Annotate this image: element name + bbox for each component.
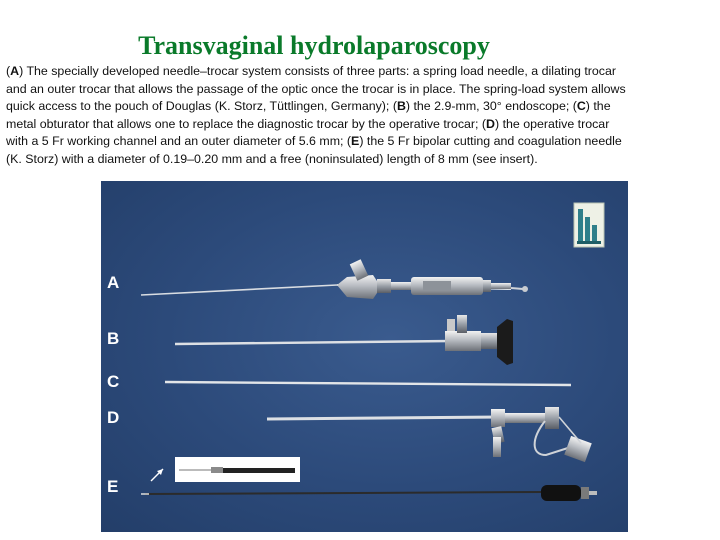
caption-line	[6, 133, 718, 151]
caption-text: metal obturator that allows one to replace the diagnostic trocar by the operative trocar; (	[6, 116, 487, 131]
figure-caption	[6, 63, 718, 169]
caption-text: ) the 5 Fr bipolar cutting and coagulation needle	[359, 134, 622, 149]
instrument-b-endoscope	[175, 315, 513, 365]
caption-line	[6, 116, 718, 134]
publisher-logo	[574, 203, 604, 247]
label-e: E	[107, 477, 119, 496]
instrument-a-needle-trocar	[141, 259, 528, 299]
insert-detail	[151, 457, 300, 482]
label-c: C	[107, 372, 120, 391]
label-b: B	[107, 329, 120, 348]
caption-text: with a 5 Fr working channel and an outer diameter of 5.6 mm; (	[6, 134, 352, 149]
instrument-d-operative-trocar	[267, 407, 592, 462]
caption-part-label: C	[576, 99, 586, 114]
caption-part-label: B	[396, 99, 406, 114]
caption-line	[6, 63, 718, 81]
caption-text: quick access to the pouch of Douglas (K. Storz, Tüttlingen, Germany); (	[6, 99, 397, 114]
caption-part-label: D	[486, 116, 495, 131]
label-d: D	[107, 408, 120, 427]
caption-text: ) the 2.9-mm, 30° endoscope; (	[405, 99, 577, 114]
label-a: A	[107, 273, 120, 292]
instrument-drawing	[101, 181, 628, 532]
caption-part-label: A	[10, 64, 20, 78]
slide-title: Transvaginal hydrolaparoscopy	[138, 31, 490, 60]
caption-text: ) the operative trocar	[495, 116, 610, 131]
instrument-e-bipolar-needle	[141, 485, 597, 501]
caption-text: ) the	[585, 99, 611, 114]
caption-text: (K. Storz) with a diameter of 0.19–0.20 mm and a free (noninsulated) length of 8 mm (see insert).	[6, 151, 538, 166]
caption-line	[6, 81, 718, 99]
caption-text: (	[6, 64, 11, 78]
instrument-c-obturator	[165, 382, 571, 385]
caption-text: and an outer trocar that allows the passage of the optic once the trocar is in place. The spring-load system allows	[6, 81, 626, 96]
caption-line	[6, 151, 718, 169]
caption-text: ) The specially developed needle–trocar system consists of three parts: a spring load needle, a dilating trocar	[19, 64, 617, 78]
caption-line	[6, 98, 718, 116]
instrument-photo	[101, 181, 628, 532]
caption-part-label: E	[351, 134, 360, 149]
